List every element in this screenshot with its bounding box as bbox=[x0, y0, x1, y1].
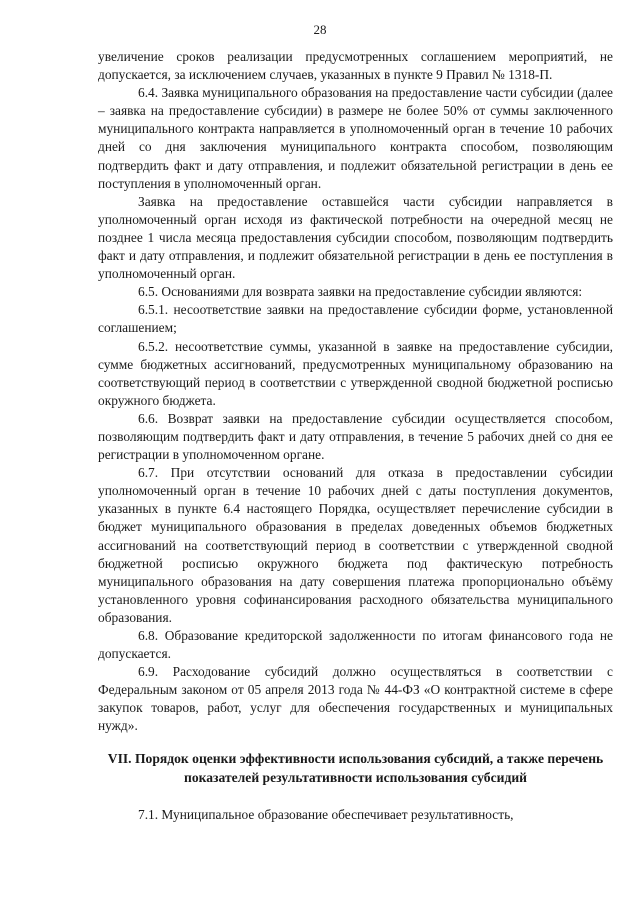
paragraph: Заявка на предоставление оставшейся части субсидии направляется в уполномоченный орган исходя из фактической потребности на очередной месяц не позднее 1 числа месяца предоставления субсидии способом, позволяющим подтвердить факт и дату отправления, и подлежит обязательной регистрации в день ее поступления в уполномоченный орган. bbox=[98, 193, 613, 282]
paragraph: 6.9. Расходование субсидий должно осуществляться в соответствии с Федеральным законом от 05 апреля 2013 года № 44-ФЗ «О контрактной системе в сфере закупок товаров, работ, услуг для обеспечения государственных и муниципальных нужд». bbox=[98, 664, 613, 734]
paragraphs-after-heading bbox=[98, 806, 613, 824]
section-heading: VII. Порядок оценки эффективности использования субсидий, а также перечень показателей результативности использования субсидий bbox=[107, 750, 604, 785]
paragraph: 6.5.2. несоответствие суммы, указанной в заявке на предоставление субсидии, сумме бюджетных ассигнований, предусмотренных муниципальному образованию на соответствующий период в соответствии с утвержденной сводной бюджетной росписью окружного бюджета. bbox=[98, 338, 613, 408]
paragraph: увеличение сроков реализации предусмотренных соглашением мероприятий, не допускается, за исключением случаев, указанных в пункте 9 Правил № 1318-П. bbox=[98, 49, 613, 83]
paragraph: 6.5.1. несоответствие заявки на предоставление субсидии форме, установленной соглашением; bbox=[98, 302, 613, 336]
paragraph: 6.4. Заявка муниципального образования на предоставление части субсидии (далее – заявка на предоставление субсидии) в размере не более 50% от суммы заключенного муниципального контракта направляется в уполномоченный орган в течение 10 рабочих дней со дня заключения муниципального контракта способом, позволяющим подтвердить факт и дату отправления, и подлежит обязательной регистрации в день ее поступления в уполномоченный орган. bbox=[98, 85, 613, 191]
document-body bbox=[98, 48, 613, 824]
paragraph: 6.7. При отсутствии оснований для отказа в предоставлении субсидии уполномоченный орган в течение 10 рабочих дней с даты поступления документов, указанных в пункте 6.4 настоящего Порядка, осуществляет перечисление субсидии в бюджет муниципального образования в пределах доведенных объемов бюджетных ассигнований на соответствующий период в соответствии с утвержденной сводной бюджетной росписью окружного бюджета под фактическую потребность муниципального образования на дату совершения платежа пропорционально объёму установленного уровня софинансирования расходного обязательства муниципального образования. bbox=[98, 465, 613, 625]
paragraph: 6.6. Возврат заявки на предоставление субсидии осуществляется способом, позволяющим подтвердить факт и дату отправления, в течение 5 рабочих дней со дня ее регистрации в уполномоченном органе. bbox=[98, 410, 613, 463]
page-number: 28 bbox=[313, 22, 327, 37]
paragraph: 7.1. Муниципальное образование обеспечивает результативность, bbox=[138, 806, 514, 822]
paragraph: 6.8. Образование кредиторской задолженности по итогам финансового года не допускается. bbox=[98, 628, 613, 662]
paragraph: 6.5. Основаниями для возврата заявки на предоставление субсидии являются: bbox=[138, 284, 583, 300]
paragraphs-before-heading bbox=[98, 48, 613, 736]
